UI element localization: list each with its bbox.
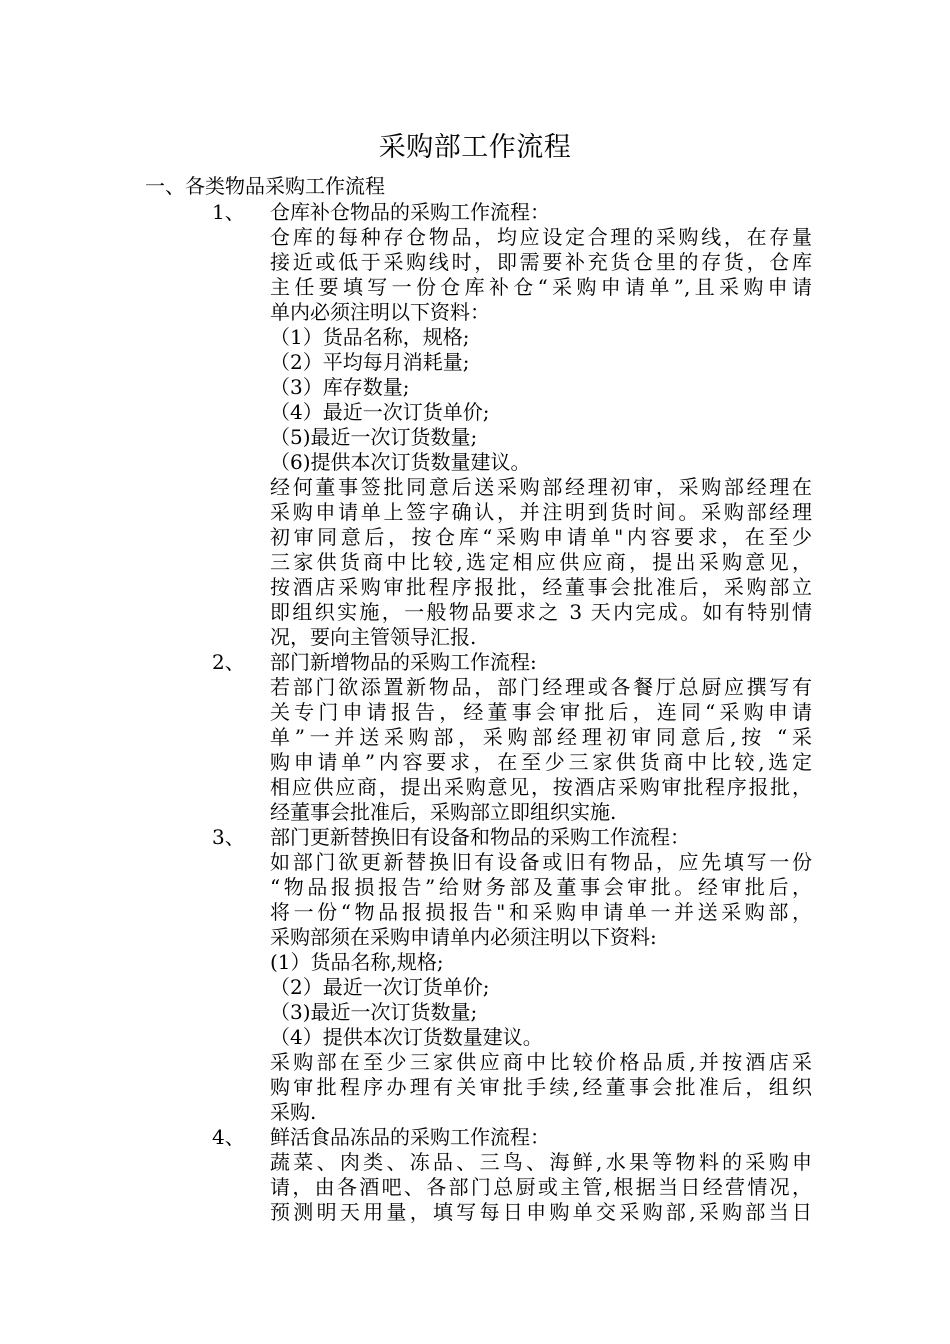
body-line: （5)最近一次订货数量; — [270, 425, 478, 449]
body-line: 购审批程序办理有关审批手续,经董事会批准后，组织 — [270, 1075, 812, 1099]
body-line: 三家供货商中比较,选定相应供应商，提出采购意见， — [270, 550, 812, 574]
body-line: 将一份“物品报损报告"和采购申请单一并送采购部， — [270, 900, 812, 924]
body-line: （2）最近一次订货单价; — [270, 975, 490, 999]
body-line: 预测明天用量，填写每日申购单交采购部,采购部当日 — [270, 1200, 812, 1224]
body-line: 关专门申请报告，经董事会审批后，连同“采购申请 — [270, 700, 812, 724]
section-heading: 一、各类物品采购工作流程 — [145, 174, 385, 198]
item-number: 2、 — [212, 650, 245, 674]
body-line: 况，要向主管领导汇报. — [270, 625, 477, 649]
body-line: 采购部须在采购申请单内必须注明以下资料: — [270, 925, 657, 949]
body-line: 采购申请单上签字确认，并注明到货时间。采购部经理 — [270, 500, 812, 524]
body-line: “物品报损报告”给财务部及董事会审批。经审批后， — [270, 875, 812, 899]
body-line: 初审同意后，按仓库“采购申请单"内容要求，在至少 — [270, 525, 812, 549]
body-line: 采购部在至少三家供应商中比较价格品质,并按酒店采 — [270, 1050, 812, 1074]
body-line: 请，由各酒吧、各部门总厨或主管,根据当日经营情况， — [270, 1175, 812, 1199]
item-4-body — [270, 1150, 812, 1225]
body-line: 即组织实施，一般物品要求之 3 天内完成。如有特别情 — [270, 600, 812, 624]
body-line: （3)最近一次订货数量; — [270, 1000, 478, 1024]
document-title: 采购部工作流程 — [378, 132, 572, 163]
body-line: 如部门欲更新替换旧有设备或旧有物品，应先填写一份 — [270, 850, 812, 874]
body-line: 主任要填写一份仓库补仓“采购申请单”,且采购申请 — [270, 275, 812, 299]
item-heading: 鲜活食品冻品的采购工作流程： — [270, 1125, 550, 1149]
item-number: 3、 — [212, 825, 245, 849]
item-3-body — [270, 850, 812, 1125]
body-line: 经董事会批准后，采购部立即组织实施. — [270, 800, 617, 824]
item-2-body — [270, 675, 812, 825]
item-number: 1、 — [212, 200, 245, 224]
body-line: (1）货品名称,规格; — [270, 950, 444, 974]
body-line: 若部门欲添置新物品，部门经理或各餐厅总厨应撰写有 — [270, 675, 812, 699]
body-line: 按酒店采购审批程序报批，经董事会批准后，采购部立 — [270, 575, 812, 599]
body-line: （1）货品名称，规格; — [270, 325, 470, 349]
body-line: （4）提供本次订货数量建议。 — [270, 1025, 543, 1049]
body-line: 单”一并送采购部，采购部经理初审同意后,按 “采 — [270, 725, 812, 749]
item-heading: 部门新增物品的采购工作流程: — [270, 650, 537, 674]
body-line: 接近或低于采购线时，即需要补充货仓里的存货，仓库 — [270, 250, 812, 274]
body-line: 仓库的每种存仓物品，均应设定合理的采购线，在存量 — [270, 225, 812, 249]
body-line: （3）库存数量; — [270, 375, 410, 399]
body-line: （6)提供本次订货数量建议。 — [270, 450, 531, 474]
item-heading: 仓库补仓物品的采购工作流程： — [270, 200, 550, 224]
body-line: 单内必须注明以下资料： — [270, 300, 490, 324]
body-line: 采购. — [270, 1100, 317, 1124]
item-heading: 部门更新替换旧有设备和物品的采购工作流程： — [270, 825, 690, 849]
body-line: （2）平均每月消耗量; — [270, 350, 470, 374]
body-line: 蔬菜、肉类、冻品、三鸟、海鲜,水果等物料的采购申 — [270, 1150, 812, 1174]
body-line: 经何董事签批同意后送采购部经理初审，采购部经理在 — [270, 475, 812, 499]
body-line: （4）最近一次订货单价; — [270, 400, 490, 424]
body-line: 购申请单”内容要求，在至少三家供货商中比较,选定 — [270, 750, 812, 774]
item-number: 4、 — [212, 1125, 245, 1149]
body-line: 相应供应商，提出采购意见，按酒店采购审批程序报批， — [270, 775, 812, 799]
item-1-body — [270, 225, 812, 650]
